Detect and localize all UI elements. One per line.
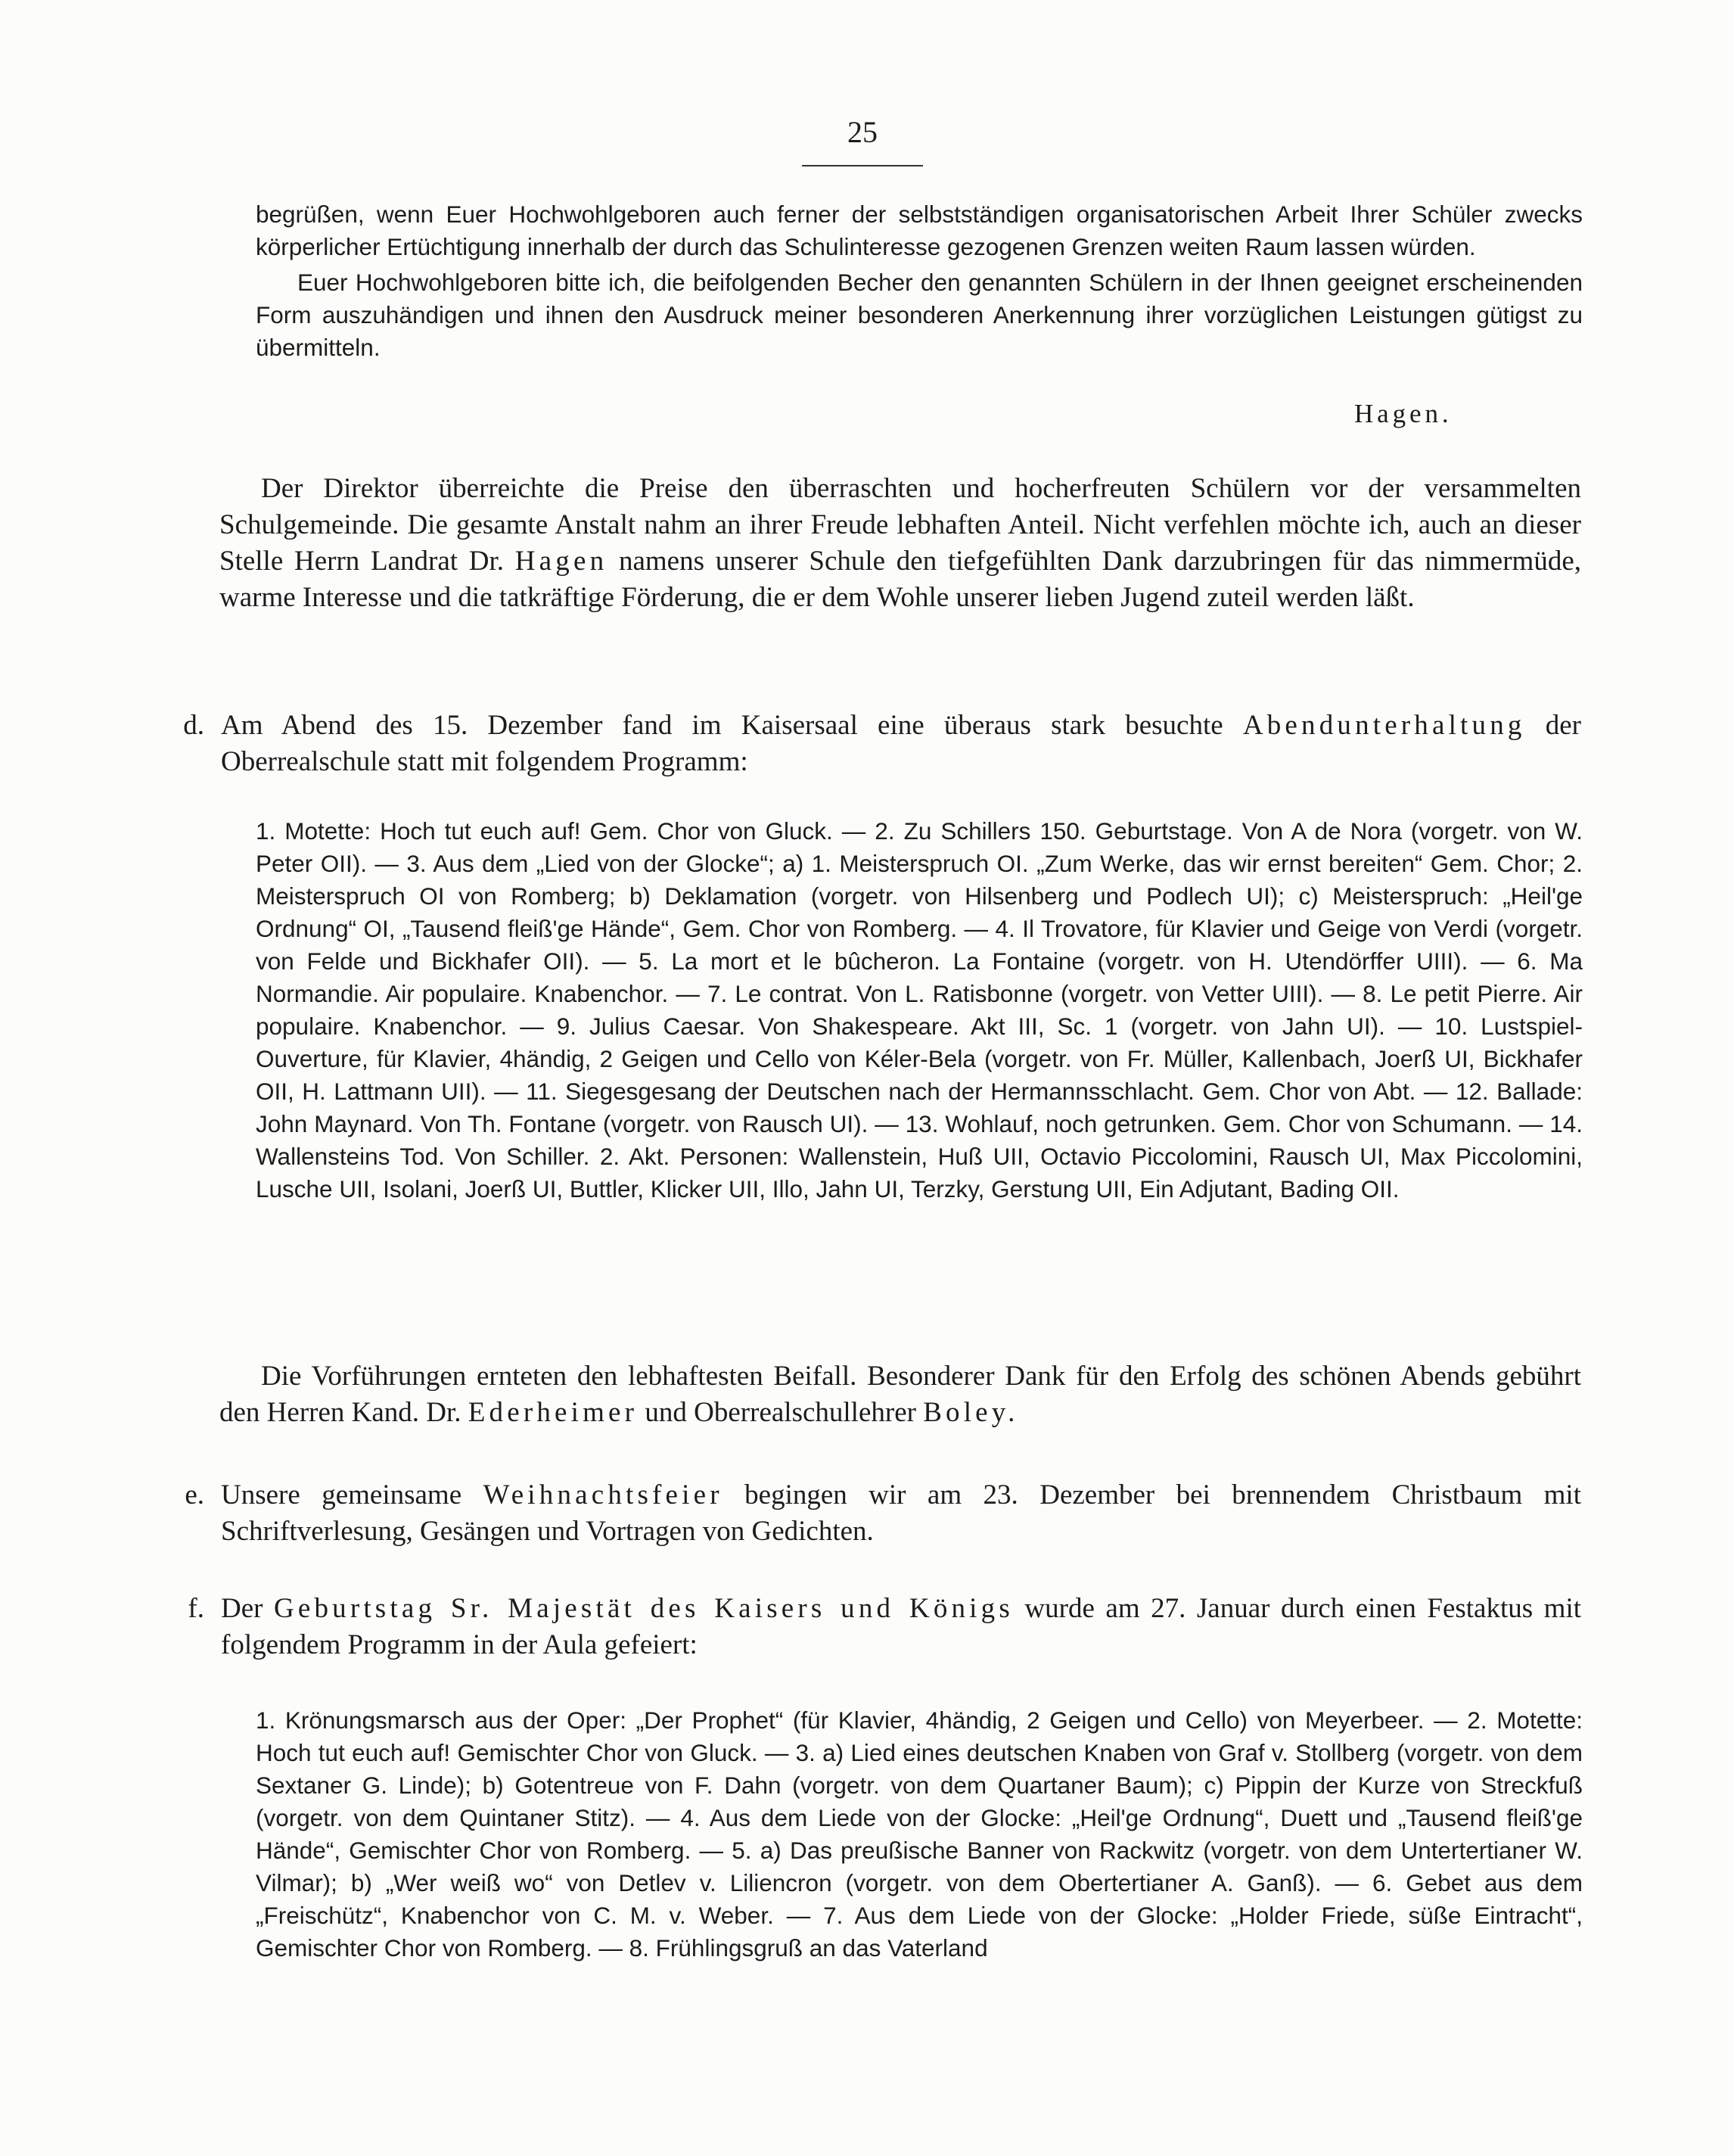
letter-text (256, 198, 1583, 364)
item-f-label: f. (188, 1593, 204, 1624)
item-f-text: Der Geburtstag Sr. Majestät des Kaisers und Königs wurde am 27. Januar durch einen Festaktus mit folgendem Programm in der Aula gefeiert: (221, 1593, 1581, 1660)
program-f-text: 1. Krönungsmarsch aus der Oper: „Der Prophet“ (für Klavier, 4händig, 2 Geigen und Cello) von Meyerbeer. — 2. Motette: Hoch tut euch auf! Gemischter Chor von Gluck. — 3. a) Lied eines deutschen Knaben von Graf v. Stollberg (vorgetr. von dem Sextaner G. Linde); b) Gotentreue von F. Dahn (vorgetr. von dem Quartaner Baum); c) Pippin der Kurze von Streckfuß (vorgetr. von dem Quintaner Stitz). — 4. Aus dem Liede von der Glocke: „Heil'ge Ordnung“, Duett und „Tausend fleiß'ge Hände“, Gemischter Chor von Romberg. — 5. a) Das preußische Banner von Rackwitz (vorgetr. von dem Untertertianer W. Vilmar); b) „Wer weiß wo“ von Detlev v. Liliencron (vorgetr. von dem Obertertianer A. Ganß). — 6. Gebet aus dem „Freischütz“, Knabenchor von C. M. v. Weber. — 7. Aus dem Liede von der Glocke: „Holder Friede, süße Eintracht“, Gemischter Chor von Romberg. — 8. Frühlingsgruß an das Vaterland (256, 1706, 1583, 1962)
director-text-before: Der Direktor überreichte die Preise den überraschten und hocherfreuten Schülern vor der versammelten Schulgemeinde. Die gesamte Anstalt nahm an ihrer Freude lebhaften Anteil. Nicht verfehlen möchte ich, auch an dieser Stelle Herrn Landrat Dr. (219, 473, 1581, 577)
director-paragraph (219, 471, 1581, 616)
weihnachtsfeier: Weihnachtsfeier (483, 1479, 723, 1510)
applause-paragraph: Die Vorführungen ernteten den lebhaftesten Beifall. Besonderer Dank für den Erfolg des schönen Abends gebührt den Herren Kand. Dr. Ederheimer und Oberrealschullehrer Boley. (219, 1361, 1581, 1428)
item-d-label: d. (183, 710, 204, 741)
item-e-text: Unsere gemeinsame Weihnachtsfeier begingen wir am 23. Dezember bei brennendem Christbaum mit Schriftverlesung, Gesängen und Vortragen von Gedichten. (221, 1479, 1581, 1547)
item-d-text: Am Abend des 15. Dezember fand im Kaisersaal eine überaus stark besuchte Abendunterhaltung der Oberrealschule statt mit folgendem Programm: (221, 710, 1581, 777)
director-text-after: namens unserer Schule den tiefgefühlten Dank darzubringen für das nimmermüde, warme Interesse und die tatkräftige Förderung, die er dem Wohle unserer lieben Jugend zuteil werden läßt. (219, 546, 1581, 613)
item-e-label: e. (185, 1479, 204, 1510)
director-name-hagen: Hagen (514, 546, 608, 577)
name-boley: Boley. (923, 1397, 1019, 1428)
letter-paragraph-1: begrüßen, wenn Euer Hochwohlgeboren auch ferner der selbstständigen organisatorischen Arbeit Ihrer Schüler zwecks körperlicher Ertüchtigung innerhalb der durch das Schulinteresse gezogenen Grenzen weiten Raum lassen würden. (256, 201, 1583, 260)
letter-signature: Hagen. (1354, 399, 1453, 428)
page-number-rule (802, 165, 923, 166)
program-f (256, 1704, 1583, 1965)
program-d-text: 1. Motette: Hoch tut euch auf! Gem. Chor von Gluck. — 2. Zu Schillers 150. Geburtstage. Von A de Nora (vorgetr. von W. Peter OII). — 3. Aus dem „Lied von der Glocke“; a) 1. Meisterspruch OI. „Zum Werke, das wir ernst bereiten“ Gem. Chor; 2. Meisterspruch OI von Romberg; b) Deklamation (vorgetr. von Hilsenberg und Podlech UI); c) Meisterspruch: „Heil'ge Ordnung“ OI, „Tausend fleiß'ge Hände“, Gem. Chor von Romberg. — 4. Il Trovatore, für Klavier und Geige von Verdi (vorgetr. von Felde und Bickhafer OII). — 5. La mort et le bûcheron. La Fontaine (vorgetr. von H. Utendörffer UIII). — 6. Ma Normandie. Air populaire. Knabenchor. — 7. Le contrat. Von L. Ratisbonne (vorgetr. von Vetter UIII). — 8. Le petit Pierre. Air populaire. Knabenchor. — 9. Julius Caesar. Von Shakespeare. Akt III, Sc. 1 (vorgetr. von Jahn UI). — 10. Lustspiel-Ouverture, für Klavier, 4händig, 2 Geigen und Cello von Kéler-Bela (vorgetr. von Fr. Müller, Kallenbach, Joerß UI, Bickhafer OII, H. Lattmann UII). — 11. Siegesgesang der Deutschen nach der Hermannsschlacht. Gem. Chor von Abt. — 12. Ballade: John Maynard. Von Th. Fontane (vorgetr. von Rausch UI). — 13. Wohlauf, noch getrunken. Gem. Chor von Schumann. — 14. Wallensteins Tod. Von Schiller. 2. Akt. Personen: Wallenstein, Huß UII, Octavio Piccolomini, Rausch UI, Max Piccolomini, Lusche UII, Isolani, Joerß UI, Buttler, Klicker UII, Illo, Jahn UI, Terzky, Gerstung UII, Ein Adjutant, Bading OII. (256, 817, 1583, 1202)
kaisers-geburtstag: Geburtstag Sr. Majestät des Kaisers und Königs (273, 1593, 1014, 1624)
name-ederheimer: Ederheimer (468, 1397, 639, 1428)
page-number: 25 (847, 115, 878, 149)
letter-paragraph-2: Euer Hochwohlgeboren bitte ich, die beifolgenden Becher den genannten Schülern in der Ihnen geeignet erscheinenden Form auszuhändigen und ihnen den Ausdruck meiner besonderen Anerkennung ihrer vorzüglichen Leistungen gütigst zu übermitteln. (256, 269, 1583, 361)
abendunterhaltung: Abendunterhaltung (1242, 710, 1526, 741)
program-d (256, 815, 1583, 1206)
